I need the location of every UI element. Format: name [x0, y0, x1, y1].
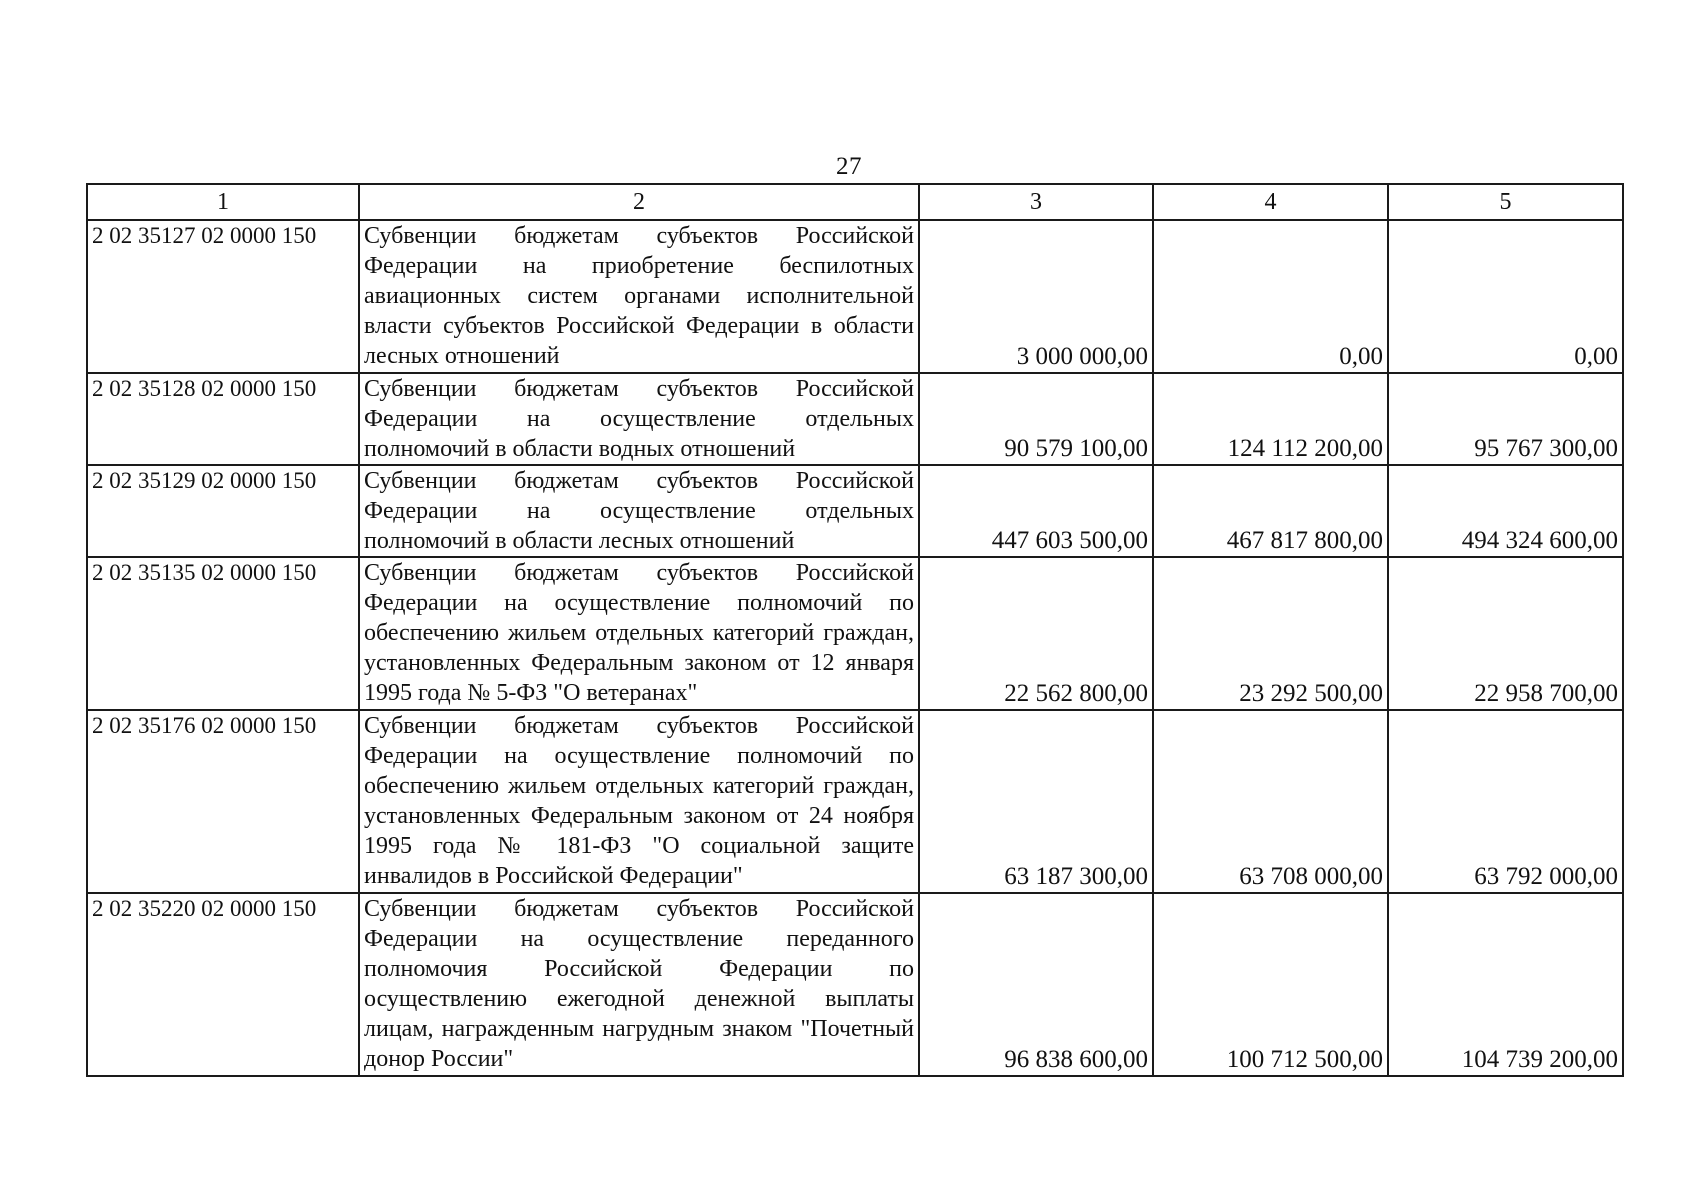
- table-row: [87, 220, 1623, 373]
- income-code: 2 02 35127 02 0000 150: [87, 220, 359, 373]
- amount-col5: 63 792 000,00: [1388, 710, 1623, 893]
- amount-col3: 3 000 000,00: [919, 220, 1153, 373]
- amount-col4: 467 817 800,00: [1153, 465, 1388, 557]
- income-description: Субвенции бюджетам субъектов Российской Федерации на приобретение беспилотных авиационных систем органами исполнительной власти субъектов Российской Федерации в области лесных отношений: [359, 220, 919, 373]
- income-code: 2 02 35220 02 0000 150: [87, 893, 359, 1076]
- income-description: Субвенции бюджетам субъектов Российской Федерации на осуществление полномочий по обеспечению жильем отдельных категорий граждан, установленных Федеральным законом от 12 января 1995 года № 5-ФЗ "О ветеранах": [359, 557, 919, 710]
- column-header-1: 1: [87, 184, 359, 220]
- income-code: 2 02 35128 02 0000 150: [87, 373, 359, 465]
- amount-col3: 63 187 300,00: [919, 710, 1153, 893]
- income-description: Субвенции бюджетам субъектов Российской Федерации на осуществление переданного полномочия Российской Федерации по осуществлению ежегодной денежной выплаты лицам, награжденным нагрудным знаком "Почетный донор России": [359, 893, 919, 1076]
- amount-col3: 90 579 100,00: [919, 373, 1153, 465]
- amount-col5: 95 767 300,00: [1388, 373, 1623, 465]
- income-description: Субвенции бюджетам субъектов Российской Федерации на осуществление отдельных полномочий в области лесных отношений: [359, 465, 919, 557]
- table-row: [87, 557, 1623, 710]
- amount-col5: 104 739 200,00: [1388, 893, 1623, 1076]
- amount-col5: 0,00: [1388, 220, 1623, 373]
- column-header-2: 2: [359, 184, 919, 220]
- amount-col4: 0,00: [1153, 220, 1388, 373]
- table-header-row: [87, 184, 1623, 220]
- column-header-4: 4: [1153, 184, 1388, 220]
- amount-col3: 22 562 800,00: [919, 557, 1153, 710]
- income-description: Субвенции бюджетам субъектов Российской Федерации на осуществление отдельных полномочий в области водных отношений: [359, 373, 919, 465]
- amount-col3: 447 603 500,00: [919, 465, 1153, 557]
- income-code: 2 02 35176 02 0000 150: [87, 710, 359, 893]
- income-code: 2 02 35135 02 0000 150: [87, 557, 359, 710]
- table-row: [87, 710, 1623, 893]
- income-code: 2 02 35129 02 0000 150: [87, 465, 359, 557]
- table-row: [87, 373, 1623, 465]
- amount-col4: 23 292 500,00: [1153, 557, 1388, 710]
- page-number: 27: [836, 153, 862, 180]
- column-header-5: 5: [1388, 184, 1623, 220]
- amount-col4: 100 712 500,00: [1153, 893, 1388, 1076]
- amount-col5: 494 324 600,00: [1388, 465, 1623, 557]
- table-row: [87, 465, 1623, 557]
- amount-col5: 22 958 700,00: [1388, 557, 1623, 710]
- amount-col3: 96 838 600,00: [919, 893, 1153, 1076]
- amount-col4: 124 112 200,00: [1153, 373, 1388, 465]
- income-description: Субвенции бюджетам субъектов Российской Федерации на осуществление полномочий по обеспечению жильем отдельных категорий граждан, установленных Федеральным законом от 24 ноября 1995 года № 181-ФЗ "О социальной защите инвалидов в Российской Федерации": [359, 710, 919, 893]
- amount-col4: 63 708 000,00: [1153, 710, 1388, 893]
- column-header-3: 3: [919, 184, 1153, 220]
- budget-table: [86, 183, 1624, 1077]
- table-row: [87, 893, 1623, 1076]
